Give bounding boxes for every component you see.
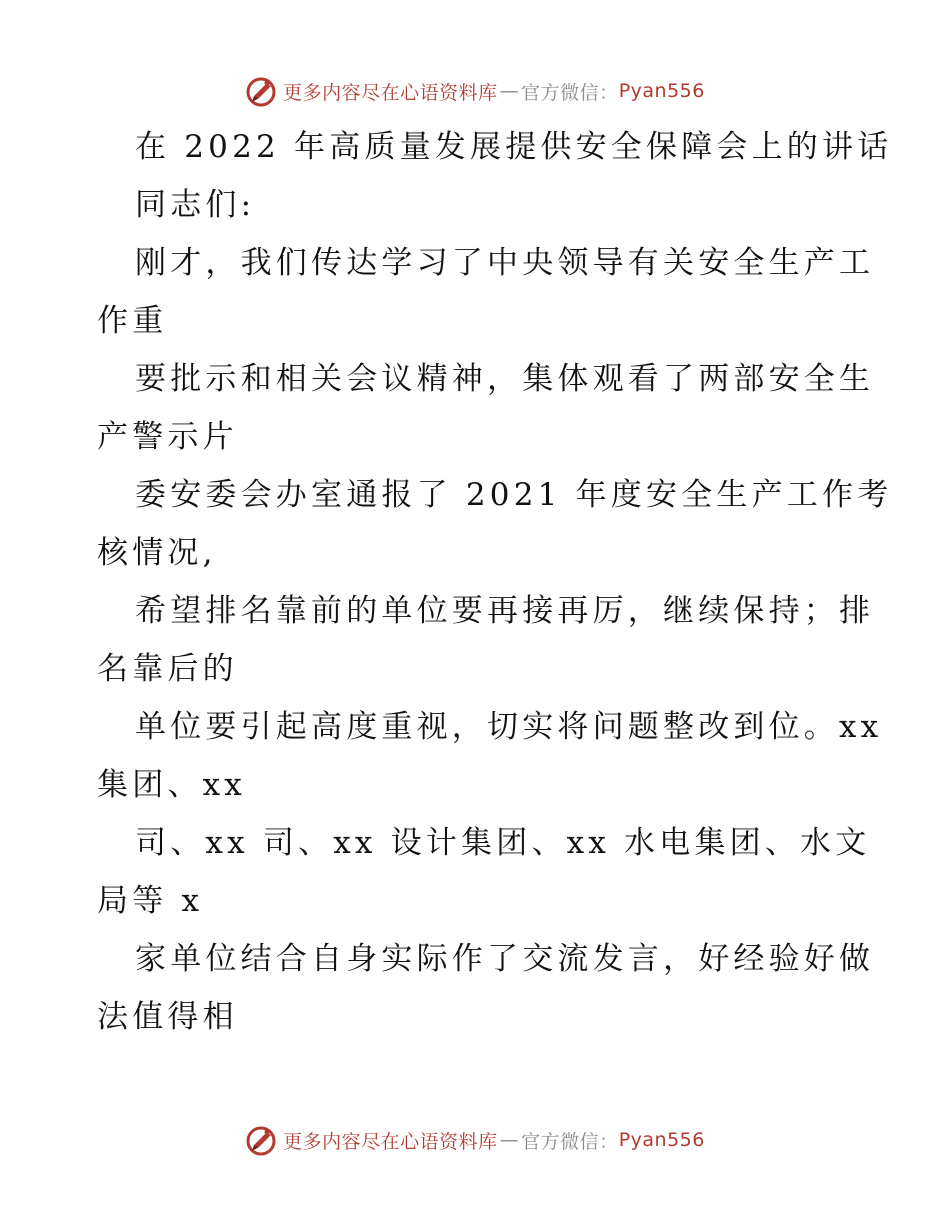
salutation: 同志们: xyxy=(135,187,256,223)
watermark-text: 更多内容尽在心语资料库 xyxy=(283,81,498,104)
document-body xyxy=(97,118,893,1046)
body-line: 产警示片 xyxy=(97,419,238,455)
watermark-label: 官方微信： xyxy=(521,1130,619,1153)
watermark-label: 官方微信： xyxy=(521,81,619,104)
body-line: 名靠后的 xyxy=(97,651,238,687)
body-line: 希望排名靠前的单位要再接再厉，继续保持；排 xyxy=(135,593,875,629)
body-line: 作重 xyxy=(97,303,168,339)
body-line: 要批示和相关会议精神，集体观看了两部安全生 xyxy=(135,361,875,397)
watermark-logo-icon xyxy=(245,74,279,108)
body-line: 家单位结合自身实际作了交流发言，好经验好做 xyxy=(135,941,875,977)
document-title: 在 2022 年高质量发展提供安全保障会上的讲话 xyxy=(135,129,893,165)
body-line: 单位要引起高度重视，切实将问题整改到位。xx xyxy=(135,709,883,745)
body-line: 司、xx 司、xx 设计集团、xx 水电集团、水文 xyxy=(135,825,871,861)
body-line: 委安委会办室通报了 2021 年度安全生产工作考 xyxy=(135,477,893,513)
body-line: 法值得相 xyxy=(97,999,238,1035)
body-line: 刚才，我们传达学习了中央领导有关安全生产工 xyxy=(135,245,875,281)
watermark-dash: — xyxy=(499,1129,520,1151)
watermark-dash: — xyxy=(499,80,520,102)
body-line: 核情况, xyxy=(97,535,217,571)
watermark-text: 更多内容尽在心语资料库 xyxy=(283,1130,498,1153)
watermark-id: Pyan556 xyxy=(618,80,705,102)
watermark-id: Pyan556 xyxy=(618,1129,705,1151)
watermark-logo-icon xyxy=(245,1123,279,1157)
header-watermark xyxy=(0,71,950,111)
body-line: 局等 x xyxy=(97,883,204,919)
body-line: 集团、xx xyxy=(97,767,246,803)
footer-watermark xyxy=(0,1120,950,1160)
